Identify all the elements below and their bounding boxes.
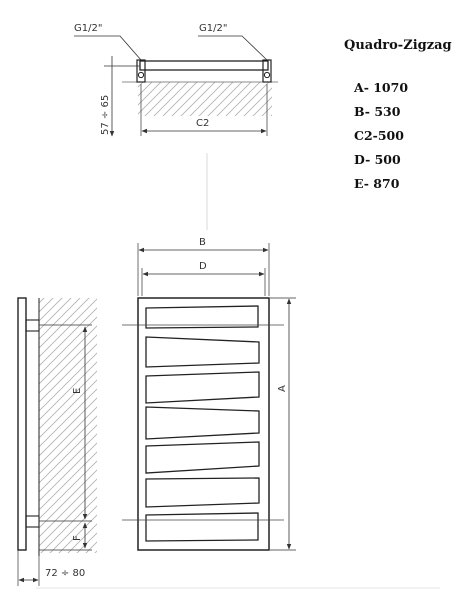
connection-leader-left [74,36,141,60]
lower-wall-bracket [26,516,39,527]
wall-hatch [39,298,97,553]
b-label: B [199,237,206,248]
right-bracket [263,60,271,82]
left-connection-circle [138,72,143,77]
connection-label-right: G1/2" [199,23,228,34]
heating-bar [146,407,259,439]
dimension-spec-list [354,79,408,199]
d-label: D [199,261,207,272]
heating-bar [146,337,259,367]
spec-item-b: B- 530 [354,104,401,119]
spec-item-c2: C2-500 [354,128,404,143]
c2-label: C2 [196,118,210,129]
zigzag-bars [146,306,259,541]
heating-bar [146,372,259,403]
wall-gap-label: 57 ÷ 65 [100,94,111,135]
top-view [74,23,278,136]
radiator-side-profile [18,298,26,550]
e-label: E [72,387,83,394]
model-name: Quadro-Zigzag [344,38,452,53]
heating-bar [146,478,259,507]
side-view [18,298,97,586]
connection-label-left: G1/2" [74,23,103,34]
left-bracket [137,60,145,82]
top-radiator-rail [140,61,268,70]
a-label: A [277,385,288,392]
spec-item-a: A- 1070 [354,80,409,95]
f-label: F [72,535,83,541]
front-view [122,237,296,550]
spec-item-e: E- 870 [354,176,400,191]
upper-wall-bracket [26,320,39,331]
right-connection-circle [264,72,269,77]
side-wall-gap-label: 72 ÷ 80 [45,568,86,579]
wall-hatch [138,82,272,116]
heating-bar [146,513,258,541]
spec-item-d: D- 500 [354,152,401,167]
radiator-frame [138,298,269,550]
heating-bar [146,442,259,473]
connection-leader-right [198,36,267,60]
